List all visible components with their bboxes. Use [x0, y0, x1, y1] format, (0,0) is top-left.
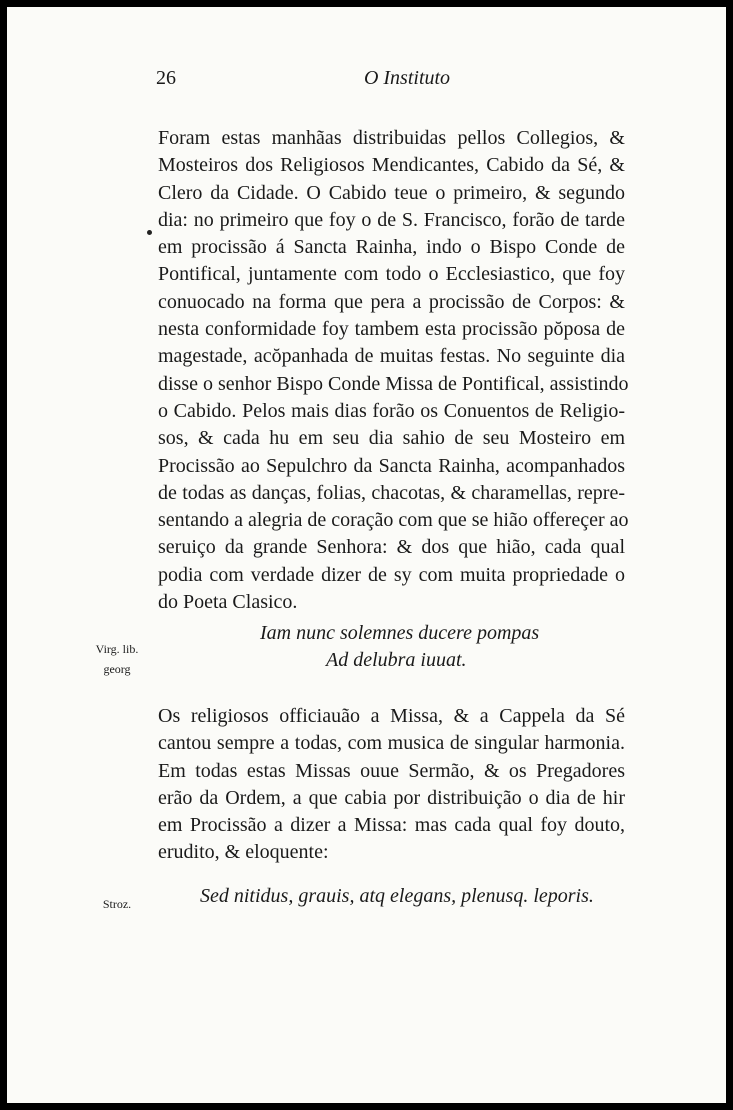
- margin-note-line: Virg. lib.: [95, 642, 139, 656]
- text-line: Procissão ao Sepulchro da Sancta Rainha, acompanhados: [158, 454, 625, 477]
- text-line: magestade, acŏpanhada de muitas festas. No seguinte dia: [158, 345, 625, 368]
- text-line: Foram estas manhãas distribuidas pellos Collegios, &: [158, 127, 625, 149]
- text-line: podia com verdade dizer de sy com muita propriedade o: [158, 563, 625, 586]
- margin-note-stroz: [87, 894, 147, 914]
- verse-quote-2: [158, 883, 625, 910]
- running-head: O Instituto: [363, 67, 451, 89]
- margin-note-virgil: [87, 639, 147, 679]
- text-line: disse o senhor Bispo Conde Missa de Pontifical, assistindo: [158, 372, 629, 395]
- text-line: de todas as danças, folias, chacotas, & charamellas, repre-: [158, 481, 625, 504]
- margin-note-line: georg: [103, 662, 131, 676]
- verse-line: Ad delubra iuuat.: [326, 649, 467, 671]
- text-line: em procissão á Sancta Rainha, indo o Bispo Conde de: [158, 236, 625, 259]
- page-header: [7, 67, 726, 93]
- text-line: Clero da Cidade. O Cabido teue o primeiro, & segundo: [158, 181, 625, 204]
- text-line: cantou sempre a todas, com musica de singular harmonia.: [158, 732, 625, 755]
- text-line: Os religiosos officiauão a Missa, & a Cappela da Sé: [158, 705, 625, 727]
- verse-line: Iam nunc solemnes ducere pompas: [260, 622, 540, 644]
- margin-note-line: Stroz.: [102, 897, 132, 911]
- text-line: sentando a alegria de coração com que se hião offereçer ao: [158, 509, 629, 532]
- text-line: em Procissão a dizer a Missa: mas cada qual foy douto,: [158, 814, 625, 837]
- text-line: dia: no primeiro que foy o de S. Francisco, forão de tarde: [158, 208, 625, 231]
- text-line: Pontifical, juntamente com todo o Ecclesiastico, que foy: [158, 263, 625, 286]
- text-line: nesta conformidade foy tambem esta procissão pŏposa de: [158, 318, 625, 341]
- page-number: 26: [156, 67, 176, 89]
- text-line: erudito, & eloquente:: [158, 841, 329, 864]
- text-line: seruiço da grande Senhora: & dos que hião, cada qual: [158, 536, 625, 559]
- ink-speck: [147, 230, 152, 235]
- paragraph-2: [158, 703, 625, 867]
- paragraph-1: [158, 125, 629, 616]
- verse-line: Sed nitidus, grauis, atq elegans, plenusq. leporis.: [200, 885, 594, 907]
- text-line: Em todas estas Missas ouue Sermão, & os Pregadores: [158, 759, 625, 782]
- text-line: conuocado na forma que pera a procissão de Corpos: &: [158, 290, 625, 313]
- text-line: erão da Ordem, a que cabia por distribuição o dia de hir: [158, 786, 625, 809]
- book-page: [7, 7, 726, 1103]
- text-line: do Poeta Clasico.: [158, 591, 298, 614]
- text-line: sos, & cada hu em seu dia sahio de seu Mosteiro em: [158, 427, 625, 450]
- verse-quote-1: [158, 620, 625, 674]
- text-line: Mosteiros dos Religiosos Mendicantes, Cabido da Sé, &: [158, 154, 625, 177]
- text-line: o Cabido. Pelos mais dias forão os Conuentos de Religio-: [158, 399, 625, 422]
